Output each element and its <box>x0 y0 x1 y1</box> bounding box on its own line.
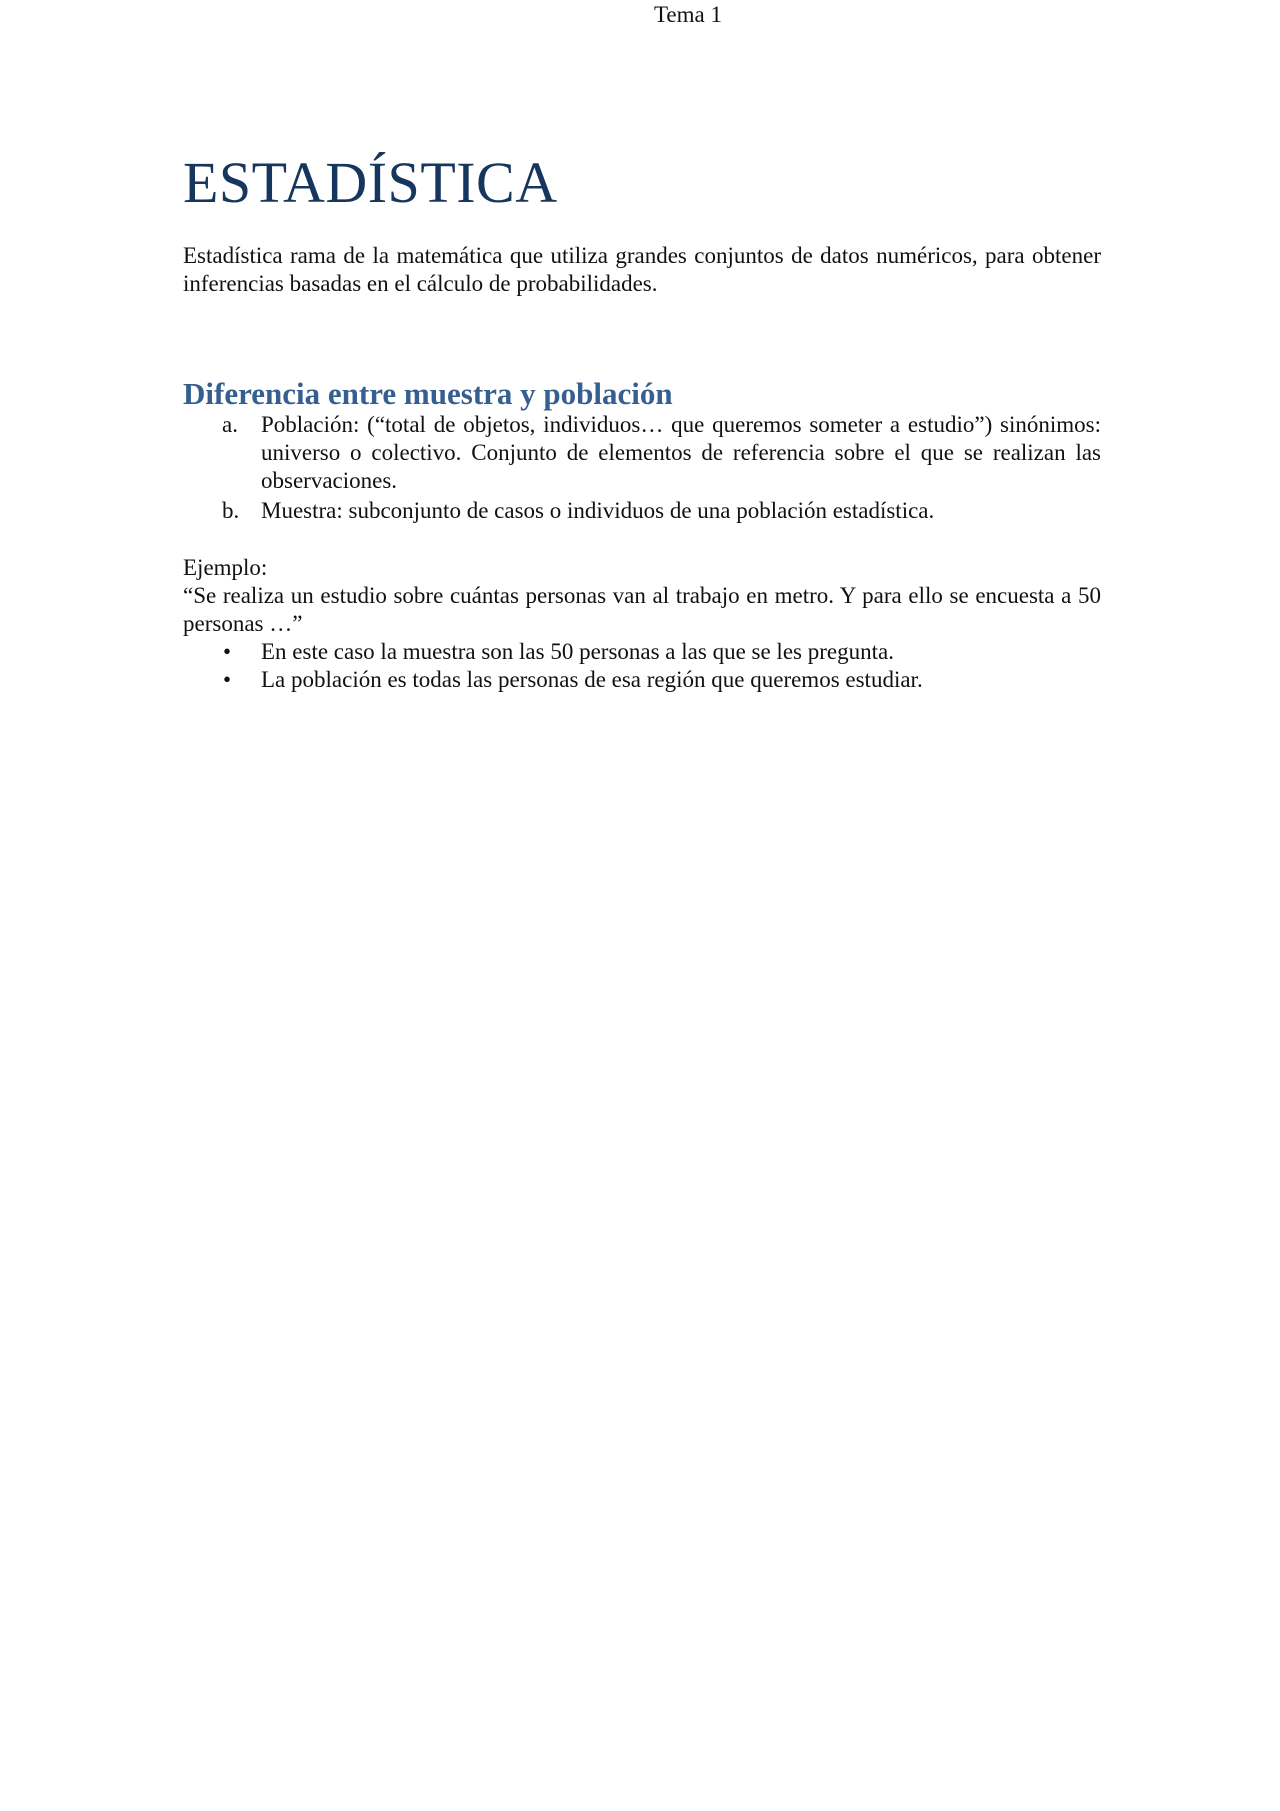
bullet-text: En este caso la muestra son las 50 personas a las que se les pregunta. <box>261 639 894 664</box>
bullet-icon: • <box>223 639 232 664</box>
bullet-item-poblacion <box>183 666 1101 694</box>
list-item-text: Población: (“total de objetos, individuos… que queremos someter a estudio”) sinónimos: universo o colectivo. Conjunto de elementos de referencia sobre el que se realizan las observaciones. <box>261 412 1101 493</box>
document-body <box>183 148 1101 694</box>
bullet-item-muestra <box>183 638 1101 666</box>
intro-paragraph: Estadística rama de la matemática que utiliza grandes conjuntos de datos numéricos, para obtener inferencias basadas en el cálculo de probabilidades. <box>183 243 1101 296</box>
example-label: Ejemplo: <box>183 555 268 580</box>
list-marker: b. <box>222 498 240 523</box>
definition-list <box>183 411 1101 525</box>
page-header <box>0 0 1280 30</box>
example-quote: “Se realiza un estudio sobre cuántas personas van al trabajo en metro. Y para ello se encuesta a 50 personas …” <box>183 583 1101 636</box>
list-item-text: Muestra: subconjunto de casos o individuos de una población estadística. <box>261 498 935 523</box>
section-heading: Diferencia entre muestra y población <box>183 376 673 411</box>
bullet-text: La población es todas las personas de esa región que queremos estudiar. <box>261 667 923 692</box>
header-text: Tema 1 <box>653 2 722 27</box>
example-bullet-list <box>183 638 1101 694</box>
document-title: ESTADÍSTICA <box>183 150 558 215</box>
list-item-poblacion <box>183 411 1101 495</box>
bullet-icon: • <box>223 667 232 692</box>
list-item-muestra <box>183 497 1101 525</box>
list-marker: a. <box>222 412 238 437</box>
